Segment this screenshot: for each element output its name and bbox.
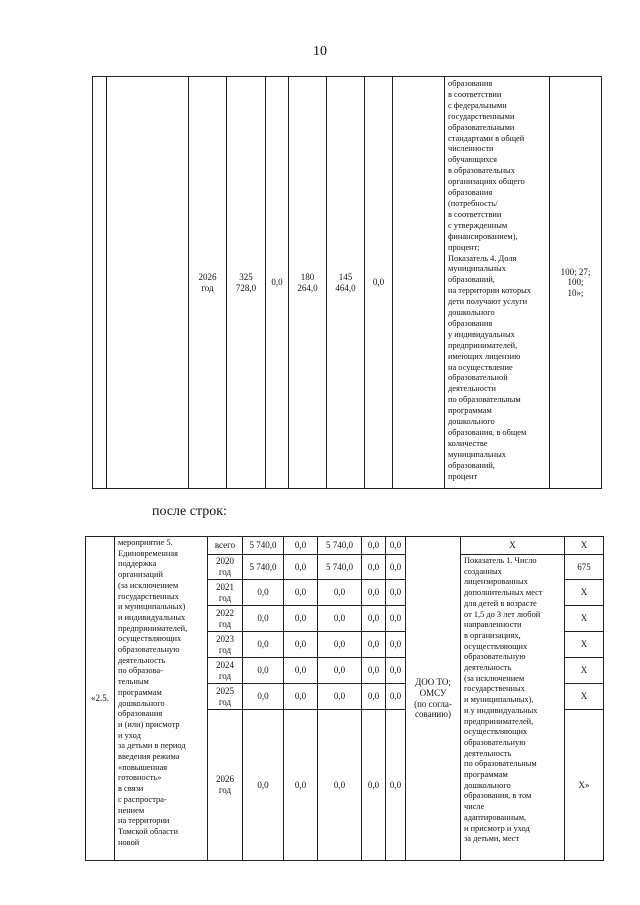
value-cell: X bbox=[565, 537, 604, 555]
total-cell: 325 728,0 bbox=[227, 77, 266, 489]
regional-cell: 5 740,0 bbox=[318, 555, 362, 580]
federal-cell: 0,0 bbox=[266, 77, 289, 489]
total-cell: 0,0 bbox=[243, 710, 284, 861]
regional-cell: 0,0 bbox=[318, 710, 362, 861]
year-cell: 2025 год bbox=[208, 684, 243, 710]
regional-cell: 5 740,0 bbox=[318, 537, 362, 555]
total-cell: 0,0 bbox=[243, 632, 284, 658]
value-cell: 675 bbox=[565, 555, 604, 580]
federal-cell: 0,0 bbox=[284, 710, 318, 861]
extra-budget-cell: 0,0 bbox=[386, 710, 406, 861]
year-cell: 2020 год bbox=[208, 555, 243, 580]
regional-cell: 180 264,0 bbox=[289, 77, 327, 489]
measure-cell bbox=[107, 77, 189, 489]
total-cell: 0,0 bbox=[243, 580, 284, 606]
extra-budget-cell: 0,0 bbox=[386, 658, 406, 684]
local-cell: 0,0 bbox=[362, 606, 386, 632]
local-cell: 0,0 bbox=[362, 658, 386, 684]
year-cell: 2023 год bbox=[208, 632, 243, 658]
total-cell: 5 740,0 bbox=[243, 537, 284, 555]
value-cell: X bbox=[565, 658, 604, 684]
local-cell: 0,0 bbox=[362, 555, 386, 580]
extra-budget-cell: 0,0 bbox=[386, 606, 406, 632]
federal-cell: 0,0 bbox=[284, 606, 318, 632]
regional-cell: 0,0 bbox=[318, 658, 362, 684]
extra-budget-cell: 0,0 bbox=[386, 684, 406, 710]
row-number-cell: «2.5. bbox=[86, 537, 115, 861]
total-cell: 0,0 bbox=[243, 658, 284, 684]
local-cell: 0,0 bbox=[362, 684, 386, 710]
regional-cell: 0,0 bbox=[318, 632, 362, 658]
year-cell: 2022 год bbox=[208, 606, 243, 632]
executor-cell bbox=[393, 77, 445, 489]
year-cell: всего bbox=[208, 537, 243, 555]
value-cell: X» bbox=[565, 710, 604, 861]
extra-budget-cell: 0,0 bbox=[386, 632, 406, 658]
indicator-cell: Показатель 1. Число созданных лицензированных дополнительных мест для детей в возрасте от 1,5 до 3 лет любой направленности в организациях, осуществляющих образовательную деятельность (за исключением государственных и муниципальных), и у индивидуальных предпринимателей, осуществляющих образовательную деятельность по образовательным программам дошкольного образования, в том числе адаптированным, и присмотр и уход за детьми, мест bbox=[461, 555, 565, 861]
program-table-continuation bbox=[92, 76, 602, 489]
regional-cell: 0,0 bbox=[318, 606, 362, 632]
value-cell: X bbox=[565, 684, 604, 710]
regional-cell: 0,0 bbox=[318, 580, 362, 606]
regional-cell: 0,0 bbox=[318, 684, 362, 710]
federal-cell: 0,0 bbox=[284, 684, 318, 710]
executor-cell: ДОО ТО; ОМСУ (по согла- сованию) bbox=[406, 537, 461, 861]
federal-cell: 0,0 bbox=[284, 632, 318, 658]
value-cell: X bbox=[565, 606, 604, 632]
federal-cell: 0,0 bbox=[284, 537, 318, 555]
federal-cell: 0,0 bbox=[284, 580, 318, 606]
extra-budget-cell: 0,0 bbox=[386, 537, 406, 555]
local-cell: 0,0 bbox=[362, 580, 386, 606]
extra-budget-cell: 0,0 bbox=[386, 580, 406, 606]
year-cell: 2026 год bbox=[208, 710, 243, 861]
year-cell: 2026 год bbox=[189, 77, 227, 489]
local-cell: 0,0 bbox=[362, 632, 386, 658]
local-cell: 0,0 bbox=[362, 537, 386, 555]
total-cell: 5 740,0 bbox=[243, 555, 284, 580]
extra-budget-cell: 0,0 bbox=[365, 77, 393, 489]
page-number: 10 bbox=[313, 44, 327, 59]
year-cell: 2024 год bbox=[208, 658, 243, 684]
indicator-header-cell: X bbox=[461, 537, 565, 555]
local-cell: 0,0 bbox=[362, 710, 386, 861]
year-cell: 2021 год bbox=[208, 580, 243, 606]
value-cell: X bbox=[565, 632, 604, 658]
num-cell bbox=[93, 77, 107, 489]
measure-cell: мероприятие 5. Единовременная поддержка организаций (за исключением государственных и муниципальных) и индивидуальных предпринимателей, осуществляющих образовательную деятельность по образова- тельным программам дошкольного образования и (или) присмотр и уход за детьми в период введения режима «повышенная готовность» в связи с распростра- нением на территории Томской области новой bbox=[115, 537, 208, 861]
local-cell: 145 464,0 bbox=[327, 77, 365, 489]
extra-budget-cell: 0,0 bbox=[386, 555, 406, 580]
total-cell: 0,0 bbox=[243, 684, 284, 710]
federal-cell: 0,0 bbox=[284, 658, 318, 684]
value-cell: X bbox=[565, 580, 604, 606]
indicator-values-cell: 100; 27; 100; 10»; bbox=[550, 77, 602, 489]
indicator-cell: образования в соответствии с федеральными государственными образовательными стандартами в общей численности обучающихся в образовательных организациях общего образования (потребность/ в соответствии с утвержденным финансированием), процент; Показатель 4. Доля муниципальных образований, на территории которых дети получают услуги дошкольного образования у индивидуальных предпринимателей, имеющих лицензию на осуществление образовательной деятельности по образовательным программам дошкольного образования, в общем количестве муниципальных образований, процент bbox=[445, 77, 550, 489]
federal-cell: 0,0 bbox=[284, 555, 318, 580]
program-table-inserted-rows bbox=[85, 536, 604, 861]
between-text: после строк: bbox=[152, 504, 227, 519]
total-cell: 0,0 bbox=[243, 606, 284, 632]
